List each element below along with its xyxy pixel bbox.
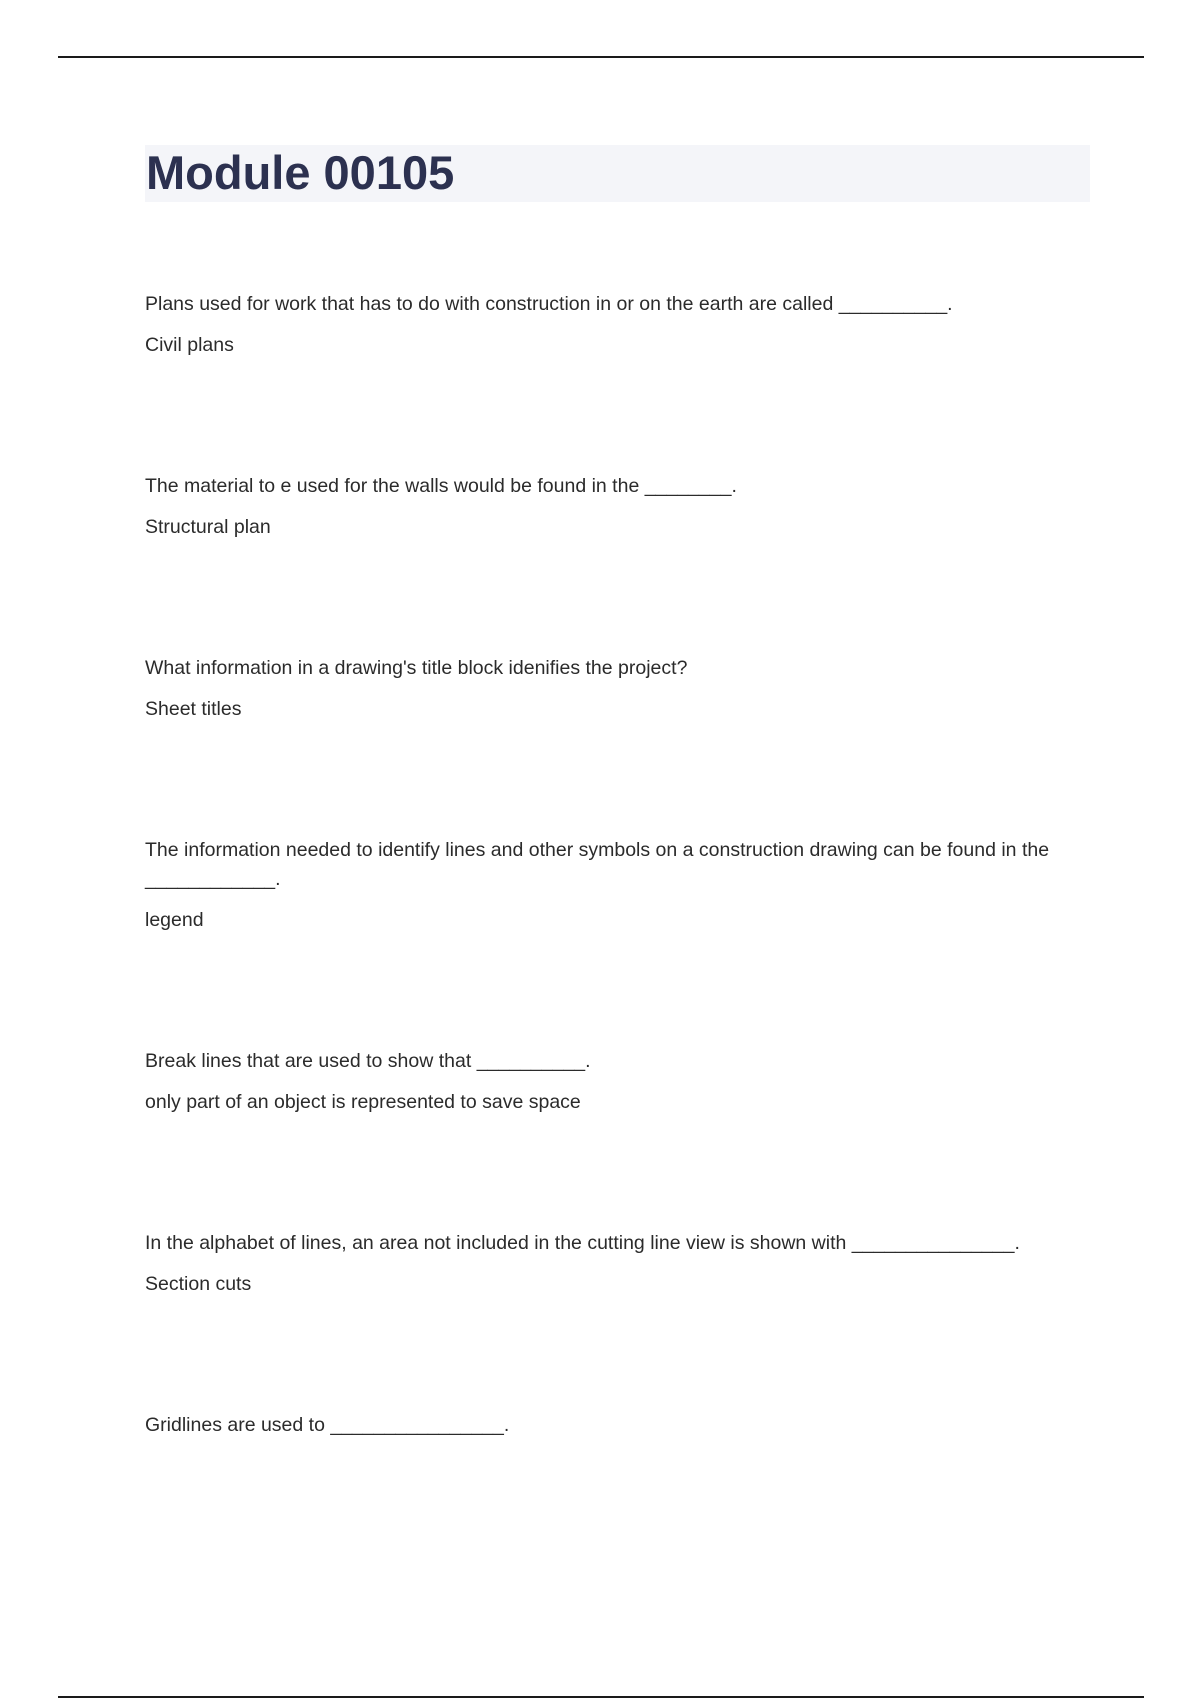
flashcard-5 [145,1047,1075,1117]
flashcard-4 [145,836,1075,935]
question-text: What information in a drawing's title block idenifies the project? [145,657,688,679]
flashcard-7 [145,1411,1075,1452]
bottom-divider [58,1696,1144,1698]
question-text: Plans used for work that has to do with construction in or on the earth are called __________. [145,293,953,315]
answer-text: Structural plan [145,516,271,538]
question-text: In the alphabet of lines, an area not included in the cutting line view is shown with _______________. [145,1232,1020,1254]
answer-text: legend [145,909,204,931]
flashcard-1 [145,290,1075,360]
flashcard-2 [145,472,1075,542]
answer-text: Civil plans [145,334,234,356]
question-text: The material to e used for the walls would be found in the ________. [145,475,737,497]
question-text: Break lines that are used to show that __________. [145,1050,591,1072]
question-text: The information needed to identify lines and other symbols on a construction drawing can be found in the ____________. [145,839,1050,890]
answer-text: Section cuts [145,1273,252,1295]
answer-text: Sheet titles [145,698,242,720]
answer-text: only part of an object is represented to save space [145,1091,581,1113]
flashcard-6 [145,1229,1075,1299]
page-title: Module 00105 [146,146,455,199]
top-divider [58,56,1144,58]
question-text: Gridlines are used to ________________. [145,1414,510,1436]
flashcard-3 [145,654,1075,724]
